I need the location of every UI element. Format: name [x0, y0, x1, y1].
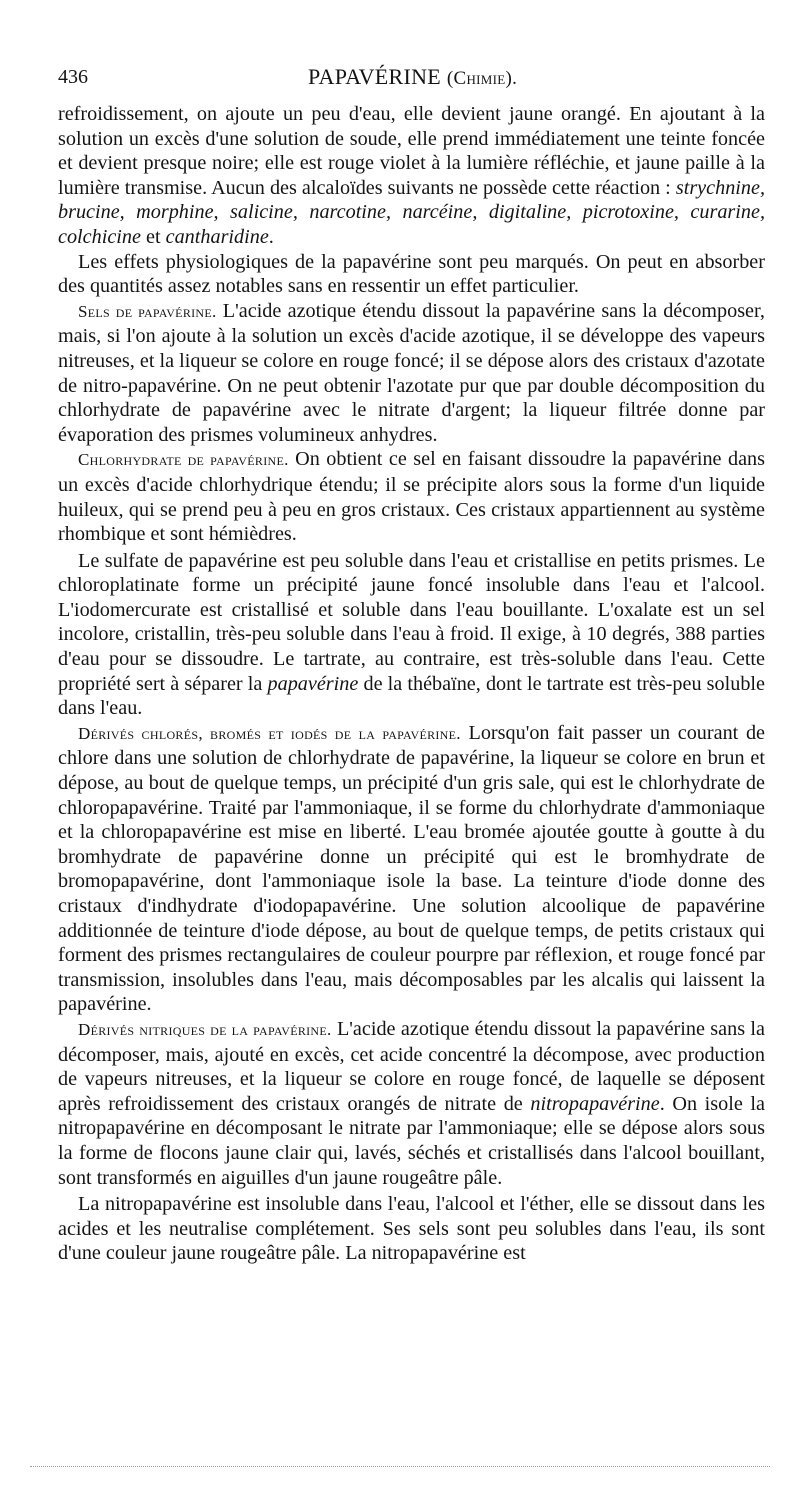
section-heading: Dérivés chlorés, bromés et iodés de la papavérine. [78, 723, 461, 743]
paragraph-reaction [58, 102, 765, 250]
footer-dotted-rule [30, 1466, 770, 1467]
paragraph-text: . On isole la nitropapavérine en décomposant le nitrate par l'ammoniaque; elle se dépose alors sous la forme de flocons jaune clair qui, lavés, séchés et cristallisés dans l'alcool bouillant, sont transformés en aiguilles d'un jaune rougeâtre pâle. [58, 1092, 765, 1189]
section-heading: Dérivés nitriques de la papavérine. [78, 1019, 332, 1039]
emphasis: nitropapavérine [530, 1092, 660, 1115]
paragraph-text: de la thébaïne, dont le tartrate est très-peu soluble dans l'eau. [58, 672, 765, 720]
paragraph-text: L'acide azotique étendu dissout la papavérine sans la décomposer, mais, ajouté en excès, cet acide concentré la décompose, avec production de vapeurs nitreuses, et la liqueur se colore en rouge foncé, de laquelle se déposent après refroidissement des cristaux orangés de nitrate de [58, 1017, 765, 1115]
paragraph-halogen-derivatives [58, 721, 765, 1017]
emphasis: papavérine [267, 672, 359, 695]
paragraph-text: . [268, 225, 274, 248]
alkaloid-name: cantharidine [165, 225, 269, 248]
paragraph-text: L'acide azotique étendu dissout la papavérine sans la décomposer, mais, si l'on ajoute à la solution un excès d'acide azotique, il se développe des vapeurs nitreuses, et la liqueur se colore en rouge foncé; il se dépose alors des cristaux d'azotate de nitro-papavérine. On ne peut obtenir l'azotate pur que par double décomposition du chlorhydrate de papavérine avec le nitrate d'argent; la liqueur filtrée donne par évaporation des prismes volumineux anhydres. [58, 299, 765, 446]
paragraph-text: Le sulfate de papavérine est peu soluble dans l'eau et cristallise en petits prismes. Le chloroplatinate forme un précipité jaune foncé insoluble dans l'eau et l'alcool. L'iodomercurate est cristallisé et soluble dans l'eau bouillante. L'oxalate est un sel incolore, cristallin, très-peu soluble dans l'eau à froid. Il exige, à 10 degrés, 388 parties d'eau pour se dissoudre. Le tartrate, au contraire, est très-soluble dans l'eau. Cette propriété sert à séparer la [58, 549, 765, 695]
section-heading: Sels de papavérine. [78, 301, 217, 321]
page [58, 62, 765, 1266]
alkaloid-list: strychnine, brucine, morphine, salicine, narcotine, narcéine, digitaline, picrotoxine, curarine, colchicine [58, 176, 765, 248]
paragraph-nitric-derivatives [58, 1017, 765, 1190]
running-title-main: PAPAVÉRINE [308, 64, 442, 89]
paragraph-text: et [140, 225, 166, 248]
paragraph-nitropapaverine: La nitropapavérine est insoluble dans l'eau, l'alcool et l'éther, elle se dissout dans les acides et les neutralise complétement. Ses sels sont peu solubles dans l'eau, ils sont d'une couleur jaune rougeâtre pâle. La nitropapavérine est [58, 1193, 765, 1265]
article-body [58, 102, 765, 1266]
paragraph-salts [58, 299, 765, 448]
paragraph-physiological-effects: Les effets physiologiques de la papavérine sont peu marqués. On peut en absorber des quantités assez notables sans en ressentir un effet particulier. [58, 250, 765, 298]
paragraph-other-salts [58, 549, 765, 721]
section-heading: Chlorhydrate de papavérine. [78, 450, 289, 470]
page-number: 436 [58, 66, 88, 88]
running-title [308, 64, 517, 90]
paragraph-text: refroidissement, on ajoute un peu d'eau, elle devient jaune orangé. En ajoutant à la solution un excès d'une solution de soude, elle prend immédiatement une teinte foncée et devient presque noire; elle est rouge violet à la lumière réfléchie, et jaune paille à la lumière transmise. Aucun des alcaloïdes suivants ne possède cette réaction : [58, 103, 765, 199]
running-title-section: (Chimie). [446, 68, 518, 89]
paragraph-text: Lorsqu'on fait passer un courant de chlore dans une solution de chlorhydrate de papavérine, la liqueur se colore en brun et dépose, au bout de quelque temps, un précipité d'un gris sale, qui est le chlorhydrate de chloropapavérine. Traité par l'ammoniaque, il se forme du chlorhydrate d'ammoniaque et la chloropapavérine est mise en liberté. L'eau bromée ajoutée goutte à goutte à du bromhydrate de papavérine donne un précipité qui est le bromhydrate de bromopapavérine, dont l'ammoniaque isole la base. La teinture d'iode donne des cristaux d'indhydrate d'iodopapavérine. Une solution alcoolique de papavérine additionnée de teinture d'iode dépose, au bout de quelque temps, de petits cristaux qui forment des prismes rectangulaires de couleur pourpre par réflexion, et rouge foncé par transmission, insolubles dans l'eau, mais décomposables par les alcalis qui laissent la papavérine. [58, 721, 765, 1016]
paragraph-chlorhydrate [58, 447, 765, 546]
paragraph-text: On obtient ce sel en faisant dissoudre la papavérine dans un excès d'acide chlorhydrique étendu; il se précipite alors sous la forme d'un liquide huileux, qui se prend peu à peu en gros cristaux. Ces cristaux appartiennent au système rhombique et sont hémièdres. [58, 448, 765, 546]
running-header [58, 62, 765, 102]
